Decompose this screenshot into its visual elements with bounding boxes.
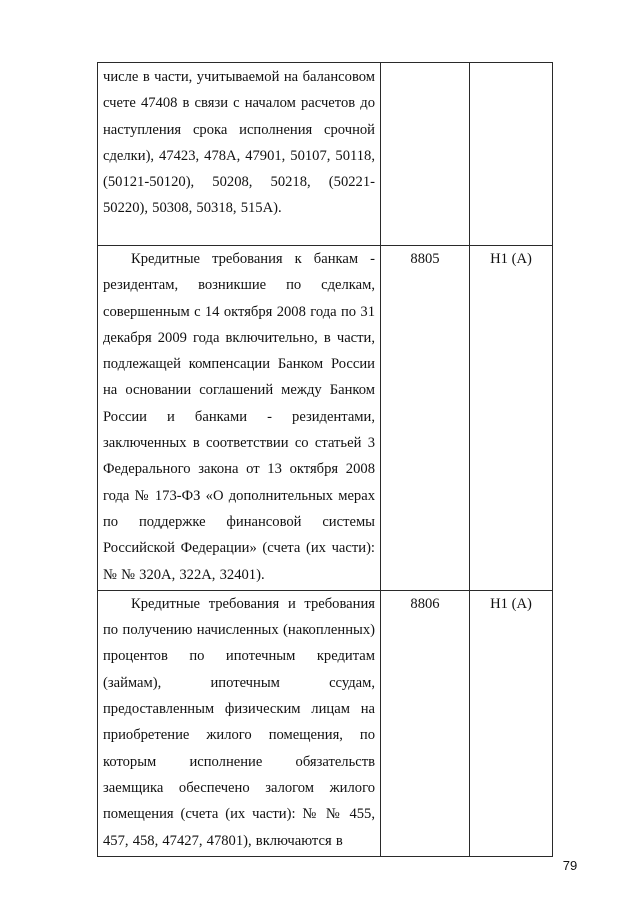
row-description: числе в части, учитываемой на балансовом счете 47408 в связи с началом расчетов до наступления срока исполнения срочной сделки), 47423, 478А, 47901, 50107, 50118, (50121-50120), 50208, 50218, (50221-50220), 50308, 50318, 515А). (103, 69, 375, 217)
page-number: 79 (562, 858, 578, 873)
indicator-cell (470, 246, 553, 591)
table-row (98, 246, 553, 591)
indicator-cell (470, 63, 553, 246)
code-cell (381, 63, 470, 246)
table-row (98, 63, 553, 246)
description-cell (98, 246, 381, 591)
row-indicator: Н1 (А) (490, 595, 532, 612)
accounts-table (97, 62, 553, 857)
indicator-cell (470, 590, 553, 856)
code-cell (381, 590, 470, 856)
row-code: 8805 (410, 251, 440, 267)
description-cell (98, 63, 381, 246)
row-code: 8806 (410, 595, 440, 612)
table-row (98, 590, 553, 856)
code-cell (381, 246, 470, 591)
row-indicator: Н1 (А) (490, 251, 532, 267)
row-description: Кредитные требования и требования по получению начисленных (накопленных) процентов по ипотечным кредитам (займам), ипотечным ссудам, предоставленным физическим лицам на приобретение жилого помещения, по которым исполнение обязательств заемщика обеспечено залогом жилого помещения (счета (их части): № № 455, 457, 458, 47427, 47801), включаются в (103, 595, 375, 849)
description-cell (98, 590, 381, 856)
row-description: Кредитные требования к банкам - резидентам, возникшие по сделкам, совершенным с 14 октября 2008 года по 31 декабря 2009 года включительно, в части, подлежащей компенсации Банком России на основании соглашений между Банком России и банками - резидентами, заключенных в соответствии со статьей 3 Федерального закона от 13 октября 2008 года № 173-ФЗ «О дополнительных мерах по поддержке финансовой системы Российской Федерации» (счета (их части): № № 320А, 322А, 32401). (103, 251, 375, 583)
